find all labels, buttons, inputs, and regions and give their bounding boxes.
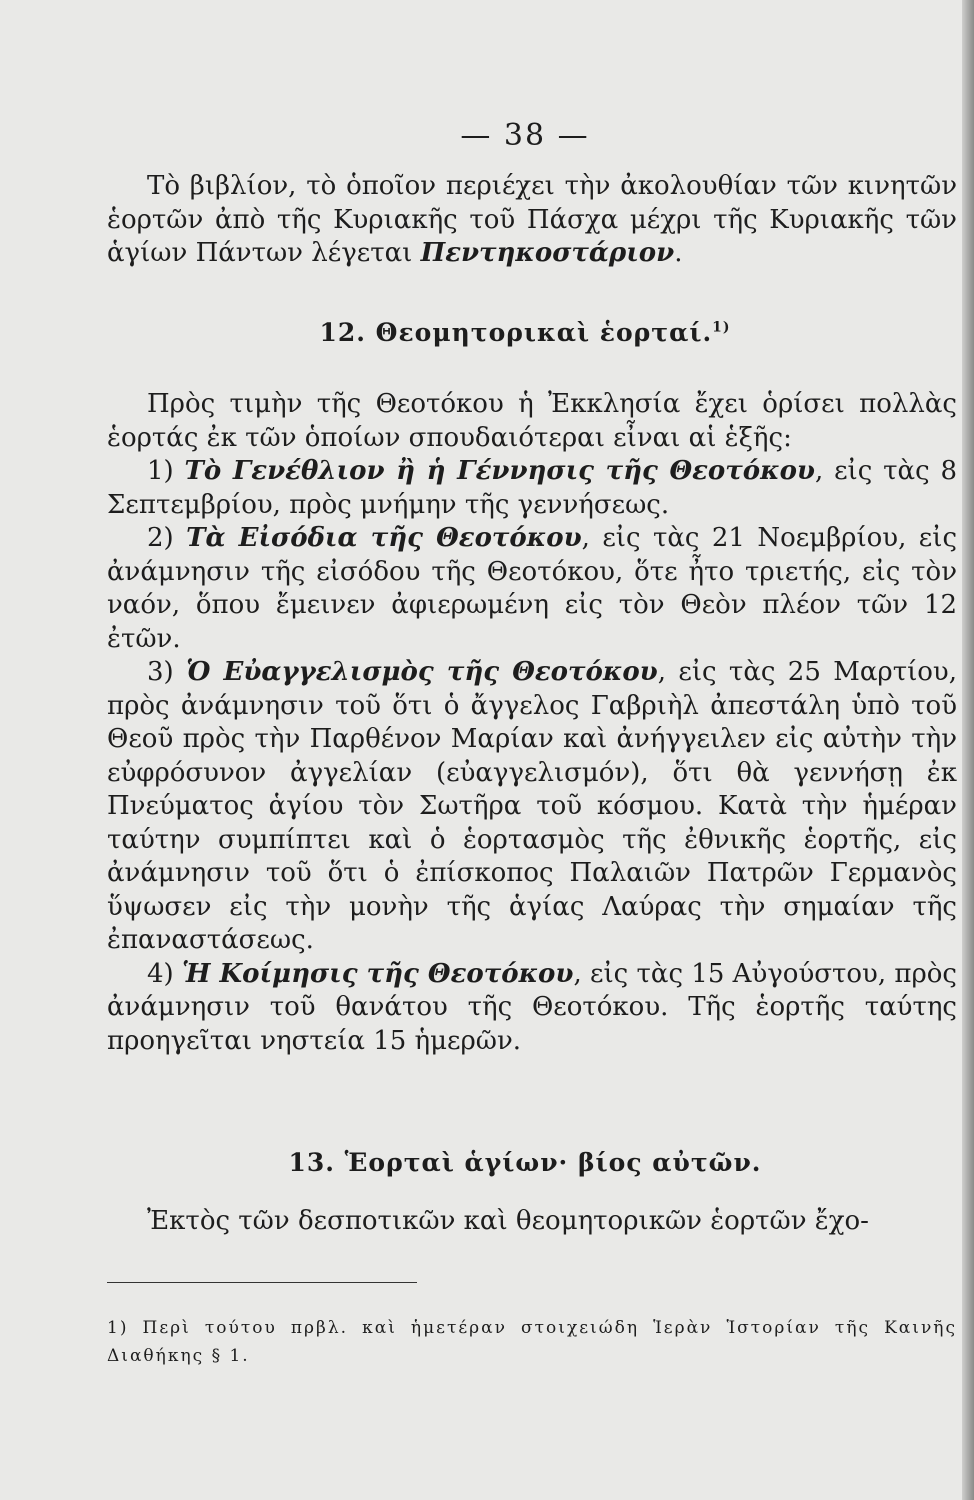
section-12-intro: Πρὸς τιμὴν τῆς Θεοτόκου ἡ Ἐκκλησία ἔχει ὁρίσει πολλὰς ἑορτάς ἐκ τῶν ὁποίων σπουδαιότεραι εἶναι αἱ ἑξῆς: — [107, 389, 957, 453]
list-item: 2) Τὰ Εἰσόδια τῆς Θεοτόκου, εἰς τὰς 21 Νοεμβρίου, εἰς ἀνάμνησιν τῆς εἰσόδου τῆς Θεοτόκου, ὅτε ἦτο τριετής, εἰς τὸν ναόν, ὅπου ἔμεινεν ἀφιερωμένη εἰς τὸν Θεὸν πλέον τῶν 12 ἐτῶν. — [107, 523, 958, 654]
intro-end: . — [674, 238, 683, 268]
feast-title: Τὸ Γενέθλιον ἢ ἡ Γέννησις τῆς Θεοτόκου — [184, 456, 815, 486]
page-number: — 38 — — [460, 118, 590, 153]
section-13-body: Ἐκτὸς τῶν δεσποτικῶν καὶ θεομητορικῶν ἑορτῶν ἔχο- — [147, 1206, 869, 1236]
feast-title: Ὁ Εὐαγγελισμὸς τῆς Θεοτόκου — [186, 657, 658, 687]
footnote: 1) Περὶ τούτου πρβλ. καὶ ἡμετέραν στοιχειώδη Ἱερὰν Ἱστορίαν τῆς Καινῆς Διαθήκης § 1. — [107, 1318, 957, 1366]
footnote-divider — [107, 1282, 417, 1283]
footnote-mark: 1) — [712, 319, 731, 336]
list-item: 4) Ἡ Κοίμησις τῆς Θεοτόκου, εἰς τὰς 15 Αὐγούστου, πρὸς ἀνάμνησιν τοῦ θανάτου τῆς Θεοτόκου. Τῆς ἑορτῆς ταύτης προηγεῖται νηστεία 15 ἡμερῶν. — [107, 958, 957, 1056]
intro-text: Τὸ βιβλίον, τὸ ὁποῖον περιέχει τὴν ἀκολουθίαν τῶν κινητῶν ἑορτῶν ἀπὸ τῆς Κυριακῆς τοῦ Πάσχα μέχρι τῆς Κυριακῆς τῶν ἁγίων Πάντων λέγεται — [107, 171, 957, 268]
intro-paragraph — [107, 170, 957, 271]
section-13-heading: 13. Ἑορταὶ ἁγίων· βίος αὐτῶν. — [288, 1148, 762, 1177]
section-12-heading: 12. Θεομητορικαὶ ἑορταί.$^{1)}$ — [319, 318, 731, 347]
list-item: 3) Ὁ Εὐαγγελισμὸς τῆς Θεοτόκου, εἰς τὰς 25 Μαρτίου, πρὸς ἀνάμνησιν τοῦ ὅτι ὁ ἄγγελος Γαβριὴλ ἀπεστάλη ὑπὸ τοῦ Θεοῦ πρὸς τὴν Παρθένον Μαρίαν καὶ ἀνήγγειλεν εἰς αὐτὴν τὴν εὐφρόσυνον ἀγγελίαν (εὐαγγελισμόν), ὅτι θὰ γεννήσῃ ἐκ Πνεύματος ἁγίου τὸν Σωτῆρα τοῦ κόσμου. Κατὰ τὴν ἡμέραν ταύτην συμπίπτει καὶ ὁ ἑορτασμὸς τῆς ἐθνικῆς ἑορτῆς, εἰς ἀνάμνησιν τοῦ ὅτι ὁ ἐπίσκοπος Παλαιῶν Πατρῶν Γερμανὸς ὕψωσεν εἰς τὴν μονὴν τῆς ἁγίας Λαύρας τὴν σημαίαν τῆς ἐπαναστάσεως. — [107, 657, 958, 955]
feast-title: Ἡ Κοίμησις τῆς Θεοτόκου — [181, 958, 574, 989]
feast-title: Τὰ Εἰσόδια τῆς Θεοτόκου — [186, 523, 582, 553]
page-edge — [962, 0, 974, 1500]
list-item: 1) Τὸ Γενέθλιον ἢ ἡ Γέννησις τῆς Θεοτόκου, εἰς τὰς 8 Σεπτεμβρίου, πρὸς μνήμην τῆς γεννήσεως. — [107, 456, 958, 520]
section-12-body — [107, 388, 957, 1058]
intro-term: Πεντηκοστάριον — [420, 238, 675, 268]
